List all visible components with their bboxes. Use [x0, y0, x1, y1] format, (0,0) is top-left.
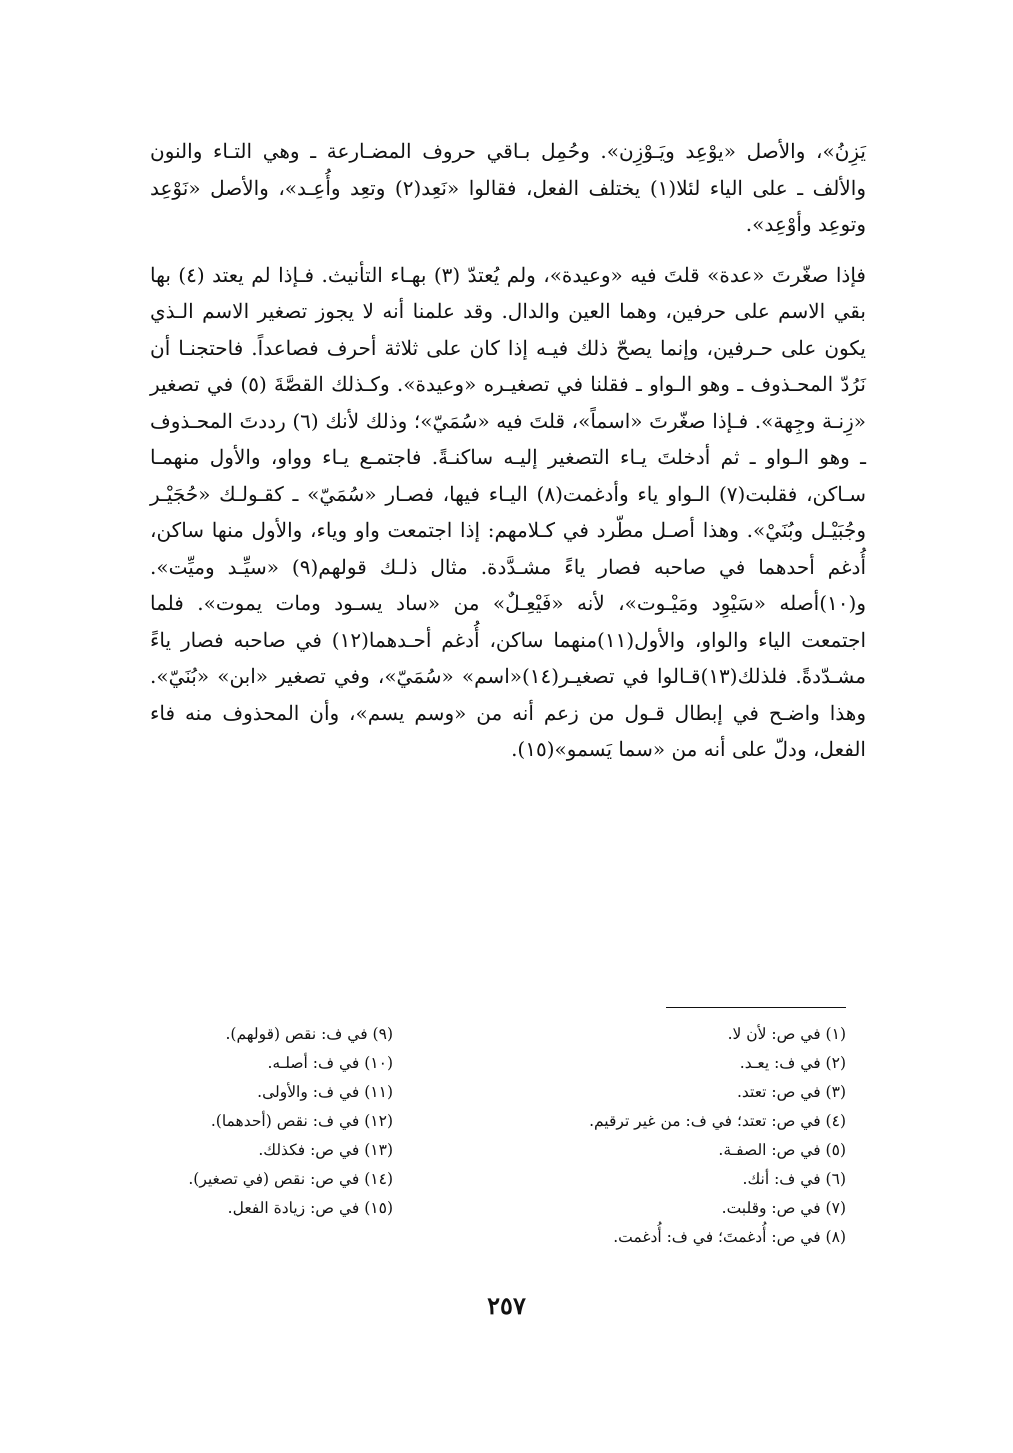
footnote-12: (١٢) في ف: نقص (أحدهما).	[210, 1112, 393, 1130]
paragraph-1: يَزِنُ»، والأصل «يوْعِد ويَـوْزِن». وحُمِل بـاقي حروف المضـارعة ـ وهي التـاء والنون والألف ـ على الياء لئلا(١) يختلف الفعل، فقالوا «نَعِد(٢) وتعِد وأُعِـد»، والأصل «نَوْعِد وتوعِد وأوْعِد».	[150, 139, 867, 236]
footnote-6: (٦) في ف: أنك.	[742, 1170, 846, 1188]
footnote-3: (٣) في ص: تعتد.	[736, 1083, 846, 1101]
footnote-10: (١٠) في ف: أصلـه.	[267, 1054, 393, 1072]
footnote-11: (١١) في ف: والأولى.	[257, 1083, 393, 1101]
footnote-2: (٢) في ف: يعـد.	[739, 1054, 846, 1072]
footnote-4: (٤) في ص: تعتد؛ في ف: من غير ترقيم.	[589, 1112, 846, 1130]
paragraph-2: فإذا صغّرتَ «عدة» قلتَ فيه «وعيدة»، ولم يُعتدّ (٣) بهـاء التأنيث. فـإذا لم يعتد (٤) بها بقي الاسم على حرفين، وهما العين والدال. وقد علمنا أنه لا يجوز تصغير الاسم الـذي يكون على حـرفين، وإنما يصحّ ذلك فيـه إذا كان على ثلاثة أحرف فصاعداً. فاحتجنـا أن نَرُدّ المحـذوف ـ وهو الـواو ـ فقلنا في تصغيـره «وعيدة». وكـذلك القصَّةَ (٥) في تصغير «زِنـة وجِهة». فـإذا صغّرتَ «اسماً»، قلتَ فيه «سُمَيّ»؛ وذلك لأنك (٦) رددتَ المحـذوف ـ وهو الـواو ـ ثم أدخلتَ يـاء التصغير إليـه ساكنـةً. فاجتمـع يـاء وواو، والأول منهمـا سـاكن، فقلبت(٧) الـواو ياء وأدغمت(٨) اليـاء فيها، فصـار «سُمَيّ» ـ كقـولـك «حُجَيْـر وجُبَيْـل وبُنَيْ». وهذا أصـل مطّرد في كـلامهم: إذا اجتمعت واو وياء، والأول منها ساكن، أُدغم أحدهما في صاحبه فصار ياءً مشـدَّدة. مثال ذلـك قولهم(٩) «سيِّـد وميِّت». و(١٠)أصله «سَيْوِد ومَيْـوت»، لأنه «فَيْعِـلٌ» من «ساد يسـود ومات يموت». فلما اجتمعت الياء والواو، والأول(١١)منهما ساكن، أُدغم أحـدهما(١٢) في صاحبه فصار ياءً مشـدّدةً. فلذلك(١٣)قـالوا في تصغيـر(١٤)«اسم» «سُمَيّ»، وفي تصغير «ابن» «بُنَيّ». وهذا واضـح في إبطال قـول من زعم أنه من «وسم يسم»، وأن المحذوف منه فاء الفعل، ودلّ على أنه من «سما يَسمو»(١٥).	[150, 262, 867, 761]
footnote-separator	[666, 1007, 846, 1008]
footnotes-left-column	[153, 1020, 393, 1223]
footnote-7: (٧) في ص: وقلبت.	[721, 1199, 846, 1217]
footnote-9: (٩) في ف: نقص (قولهم).	[225, 1025, 393, 1043]
footnote-13: (١٣) في ص: فكذلك.	[258, 1141, 393, 1159]
footnote-14: (١٤) في ص: نقص (في تصغير).	[188, 1170, 393, 1188]
footnotes-right-column	[496, 1020, 846, 1252]
main-text	[150, 133, 866, 768]
footnote-5: (٥) في ص: الصفـة.	[718, 1141, 846, 1159]
footnote-8: (٨) في ص: أُدغمتَ؛ في ف: أُدغمت.	[613, 1228, 846, 1246]
footnote-15: (١٥) في ص: زيادة الفعل.	[227, 1199, 393, 1217]
footnote-1: (١) في ص: لأن لا.	[727, 1025, 846, 1043]
page-number: ٢٥٧	[487, 1291, 526, 1320]
